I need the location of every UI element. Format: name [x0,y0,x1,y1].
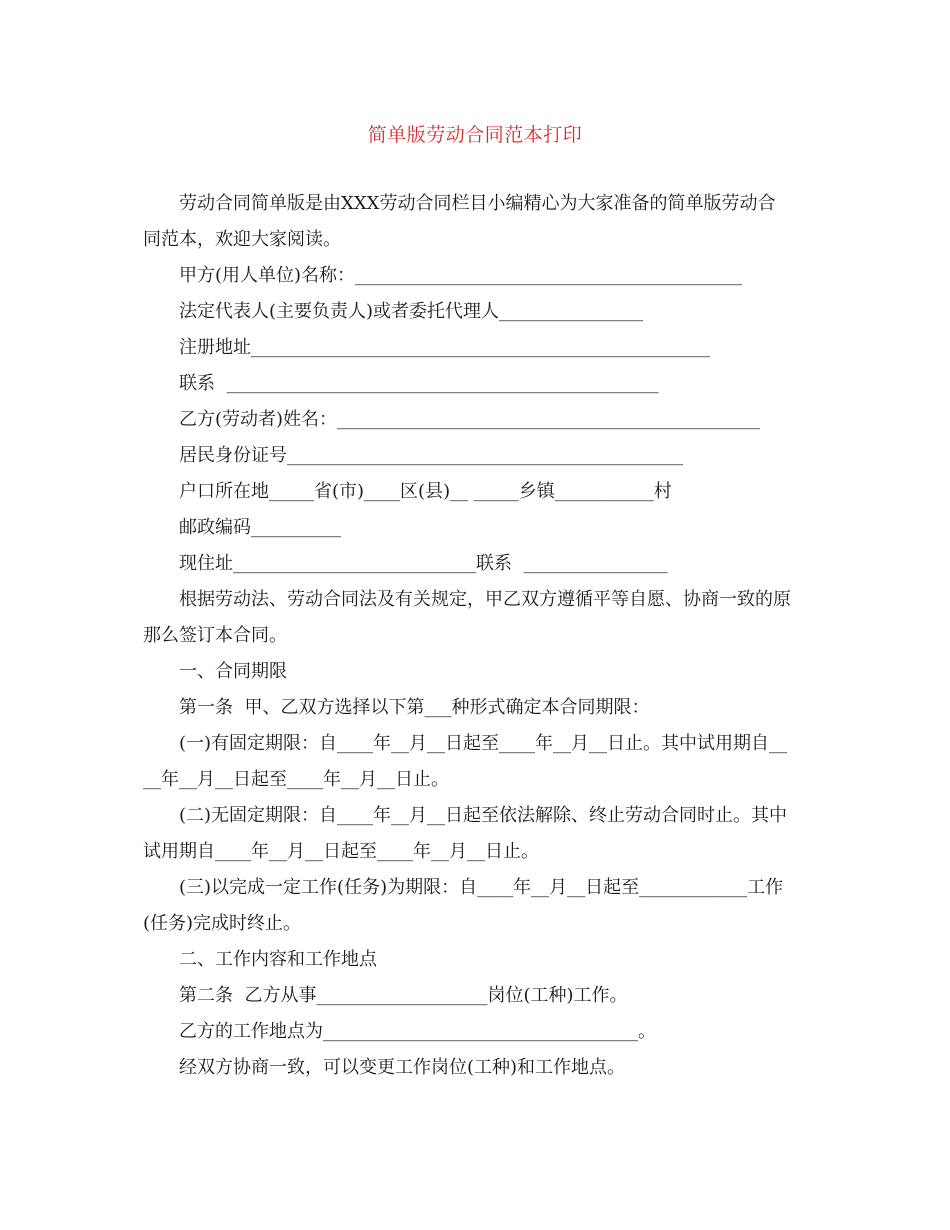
field-household-registration: 户口所在地_____省(市)____区(县)__ _____乡镇___________村 [179,481,672,502]
article-1: 第一条 甲、乙双方选择以下第___种形式确定本合同期限： [179,697,650,718]
section-heading-work: 二、工作内容和工作地点 [179,949,377,970]
section-heading-term: 一、合同期限 [179,661,287,682]
field-legal-representative: 法定代表人(主要负责人)或者委托代理人________________ [179,301,644,322]
field-contact: 联系 ________________________________________________ [179,373,659,394]
term-option-open-ended: (二)无固定期限：自____年__月__日起至依法解除、终止劳动合同时止。其中试用期自____年__月__日起至____年__月__日止。 [143,805,788,862]
term-option-task: (三)以完成一定工作(任务)为期限：自____年__月__日起至____________工作(任务)完成时终止。 [143,877,784,934]
paragraph-change-terms: 经双方协商一致，可以变更工作岗位(工种)和工作地点。 [179,1057,626,1078]
article-2: 第二条 乙方从事___________________岗位(工种)工作。 [179,985,628,1006]
field-employer-name: 甲方(用人单位)名称：___________________________________________ [179,265,743,286]
field-employee-name: 乙方(劳动者)姓名：_______________________________________________ [179,409,761,430]
document-body [143,186,793,1086]
field-id-number: 居民身份证号____________________________________________ [179,445,683,466]
field-registered-address: 注册地址___________________________________________________ [179,337,710,358]
field-work-location: 乙方的工作地点为___________________________________。 [179,1021,656,1042]
field-postal-code: 邮政编码__________ [179,517,341,538]
document-title: 简单版劳动合同范本打印 [367,124,583,146]
field-current-address: 现住址___________________________联系 ________________ [179,553,668,574]
paragraph-intro: 劳动合同简单版是由XXX劳动合同栏目小编精心为大家准备的简单版劳动合同范本，欢迎大家阅读。 [143,193,776,250]
term-option-fixed: (一)有固定期限：自____年__月__日起至____年__月__日止。其中试用期自____年__月__日起至____年__月__日止。 [143,733,788,790]
paragraph-basis: 根据劳动法、劳动合同法及有关规定，甲乙双方遵循平等自愿、协商一致的原那么签订本合同。 [143,589,791,646]
